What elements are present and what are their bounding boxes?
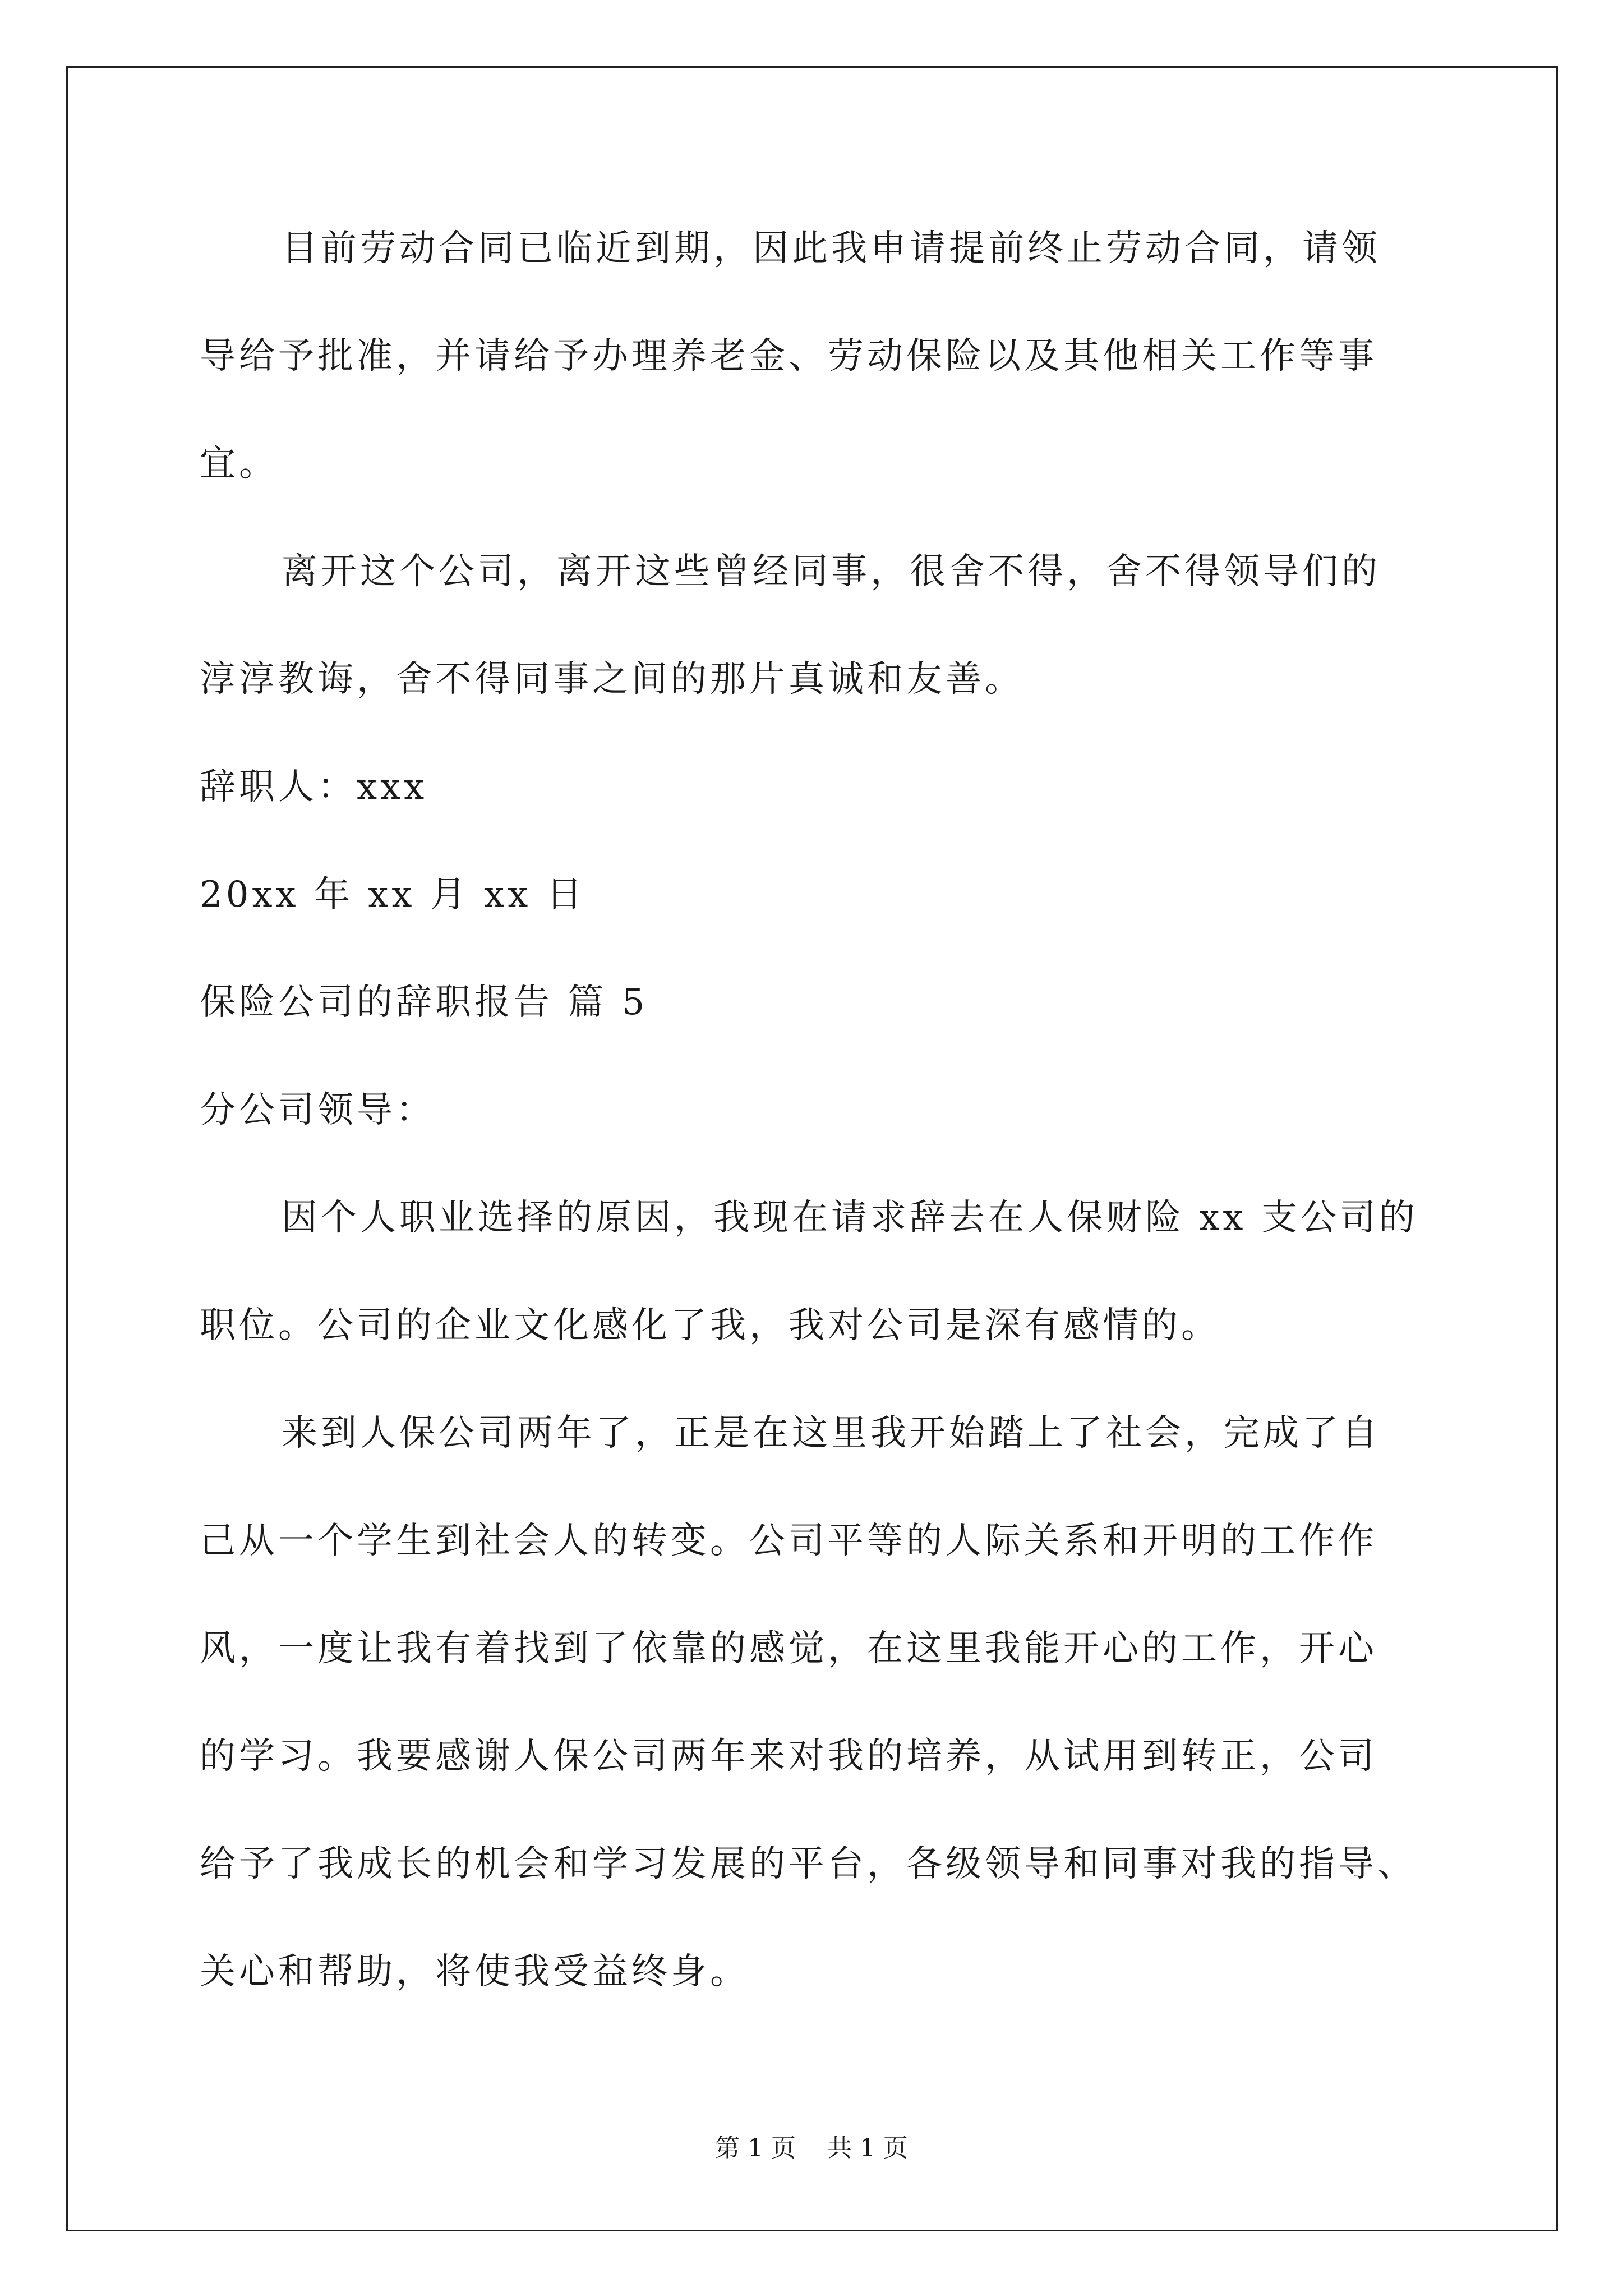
- paragraph-line: 己从一个学生到社会人的转变。公司平等的人际关系和开明的工作作: [200, 1520, 1377, 1562]
- paragraph-line: 给予了我成长的机会和学习发展的平台，各级领导和同事对我的指导、: [200, 1843, 1417, 1885]
- paragraph-line: 职位。公司的企业文化感化了我，我对公司是深有感情的。: [200, 1305, 1220, 1346]
- paragraph-line: 淳淳教诲，舍不得同事之间的那片真诚和友善。: [200, 659, 1024, 700]
- paragraph-line: 风，一度让我有着找到了依靠的感觉，在这里我能开心的工作，开心: [200, 1628, 1377, 1669]
- paragraph-line: 目前劳动合同已临近到期，因此我申请提前终止劳动合同，请领: [282, 228, 1381, 269]
- page-number-footer: 第 1 页 共 1 页: [715, 2134, 908, 2162]
- paragraph-line: 来到人保公司两年了，正是在这里我开始踏上了社会，完成了自: [282, 1412, 1381, 1454]
- section-heading: 保险公司的辞职报告 篇 5: [200, 982, 648, 1023]
- date-line: 20xx 年 xx 月 xx 日: [200, 874, 585, 915]
- document-body: [200, 222, 1428, 1999]
- paragraph-line: 的学习。我要感谢人保公司两年来对我的培养，从试用到转正，公司: [200, 1736, 1377, 1777]
- paragraph-line: 宜。: [200, 443, 278, 485]
- paragraph-line: 离开这个公司，离开这些曾经同事，很舍不得，舍不得领导们的: [282, 551, 1381, 592]
- salutation: 分公司领导：: [200, 1089, 435, 1131]
- paragraph-line: 因个人职业选择的原因，我现在请求辞去在人保财险 xx 支公司的: [282, 1197, 1418, 1239]
- paragraph-line: 导给予批准，并请给予办理养老金、劳动保险以及其他相关工作等事: [200, 335, 1377, 377]
- signature-line: 辞职人：xxx: [200, 766, 428, 808]
- paragraph-line: 关心和帮助，将使我受益终身。: [200, 1951, 749, 1993]
